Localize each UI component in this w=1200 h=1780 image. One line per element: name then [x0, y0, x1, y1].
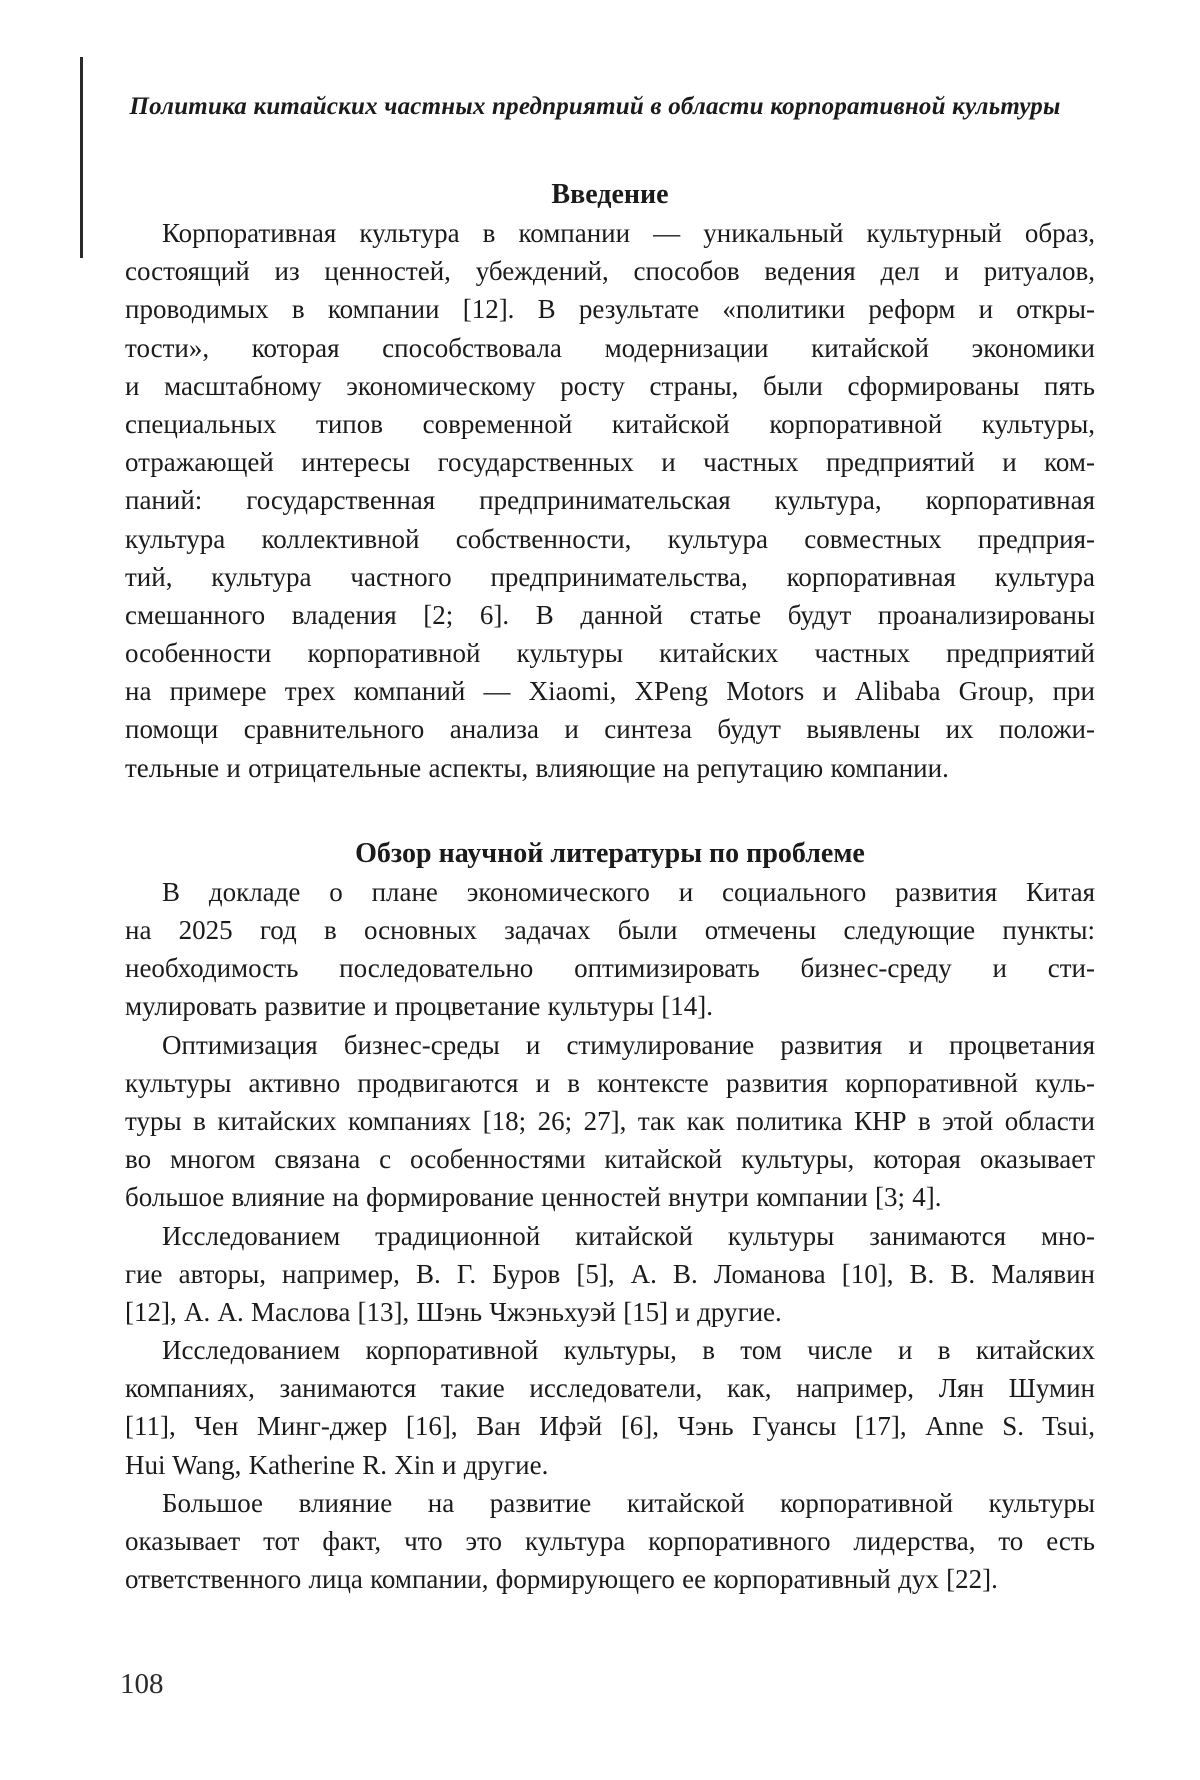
text-line: Оптимизация бизнес-среды и стимулирование развития и процветания	[162, 1029, 1095, 1060]
text-line: культура коллективной собственности, культура совместных предприя-	[125, 523, 1095, 554]
text-line: Корпоративная культура в компании — уникальный культурный образ,	[162, 218, 1095, 248]
paragraph	[125, 1484, 1095, 1599]
section-heading: Обзор научной литературы по проблеме	[355, 837, 865, 869]
text-line: тельные и отрицательные аспекты, влияющие на репутацию компании.	[125, 752, 949, 783]
text-line: и масштабному экономическому росту страны, были сформированы пять	[125, 370, 1095, 401]
paragraph	[125, 1217, 1095, 1332]
text-line: компаниях, занимаются такие исследователи, как, например, Лян Шумин	[125, 1373, 1095, 1404]
text-line: [12], А. А. Маслова [13], Шэнь Чжэньхуэй [15] и другие.	[125, 1296, 782, 1327]
text-line: гие авторы, например, В. Г. Буров [5], А. В. Ломанова [10], В. В. Малявин	[125, 1258, 1095, 1289]
paragraph	[125, 873, 1095, 1026]
text-line: В докладе о плане экономического и социального развития Китая	[162, 876, 1095, 907]
text-line: состоящий из ценностей, убеждений, способов ведения дел и ритуалов,	[125, 256, 1095, 287]
running-header: Политика китайских частных предприятий в области корпоративной культуры	[129, 93, 1061, 120]
text-line: специальных типов современной китайской корпоративной культуры,	[125, 408, 1095, 439]
paragraph	[125, 214, 1095, 787]
text-line: паний: государственная предпринимательская культура, корпоративная	[125, 485, 1095, 516]
text-line: большое влияние на формирование ценностей внутри компании [3; 4].	[125, 1182, 942, 1213]
text-line: тий, культура частного предпринимательства, корпоративная культура	[125, 561, 1095, 592]
text-line: особенности корпоративной культуры китайских частных предприятий	[125, 638, 1095, 669]
text-column	[125, 176, 1095, 1598]
paragraph	[125, 1026, 1095, 1217]
text-line: культуры активно продвигаются и в контексте развития корпоративной куль-	[125, 1067, 1095, 1098]
text-line: смешанного владения [2; 6]. В данной статье будут проанализированы	[125, 599, 1095, 630]
page-number: 108	[120, 1668, 164, 1700]
text-line: Большое влияние на развитие китайской корпоративной культуры	[162, 1487, 1095, 1518]
text-line: проводимых в компании [12]. В результате «политики реформ и откры-	[125, 294, 1095, 325]
margin-rule	[80, 57, 83, 258]
text-line: ответственного лица компании, формирующего ее корпоративный дух [22].	[125, 1564, 998, 1595]
text-line: мулировать развитие и процветание культуры [14].	[125, 991, 713, 1022]
text-line: помощи сравнительного анализа и синтеза будут выявлены их положи-	[125, 714, 1095, 745]
text-line: на 2025 год в основных задачах были отмечены следующие пункты:	[125, 915, 1095, 945]
text-line: во многом связана с особенностями китайской культуры, которая оказывает	[125, 1144, 1095, 1175]
text-line: Исследованием корпоративной культуры, в том числе и в китайских	[162, 1335, 1095, 1366]
text-line: Исследованием традиционной китайской культуры занимаются мно-	[162, 1220, 1095, 1251]
paragraph	[125, 1331, 1095, 1484]
text-line: Hui Wang, Katherine R. Xin и другие.	[125, 1449, 549, 1480]
text-line: необходимость последовательно оптимизировать бизнес-среду и сти-	[125, 953, 1095, 984]
text-line: оказывает тот факт, что это культура корпоративного лидерства, то есть	[125, 1526, 1095, 1556]
text-line: на примере трех компаний — Xiaomi, XPeng Motors и Alibaba Group, при	[125, 676, 1095, 707]
text-line: тости», которая способствовала модернизации китайской экономики	[125, 332, 1095, 363]
section-heading: Введение	[551, 179, 669, 210]
text-line: туры в китайских компаниях [18; 26; 27], так как политика КНР в этой области	[125, 1105, 1095, 1136]
text-line: отражающей интересы государственных и частных предприятий и ком-	[125, 447, 1095, 478]
text-line: [11], Чен Минг-джер [16], Ван Ифэй [6], Чэнь Гуансы [17], Anne S. Tsui,	[125, 1411, 1095, 1442]
